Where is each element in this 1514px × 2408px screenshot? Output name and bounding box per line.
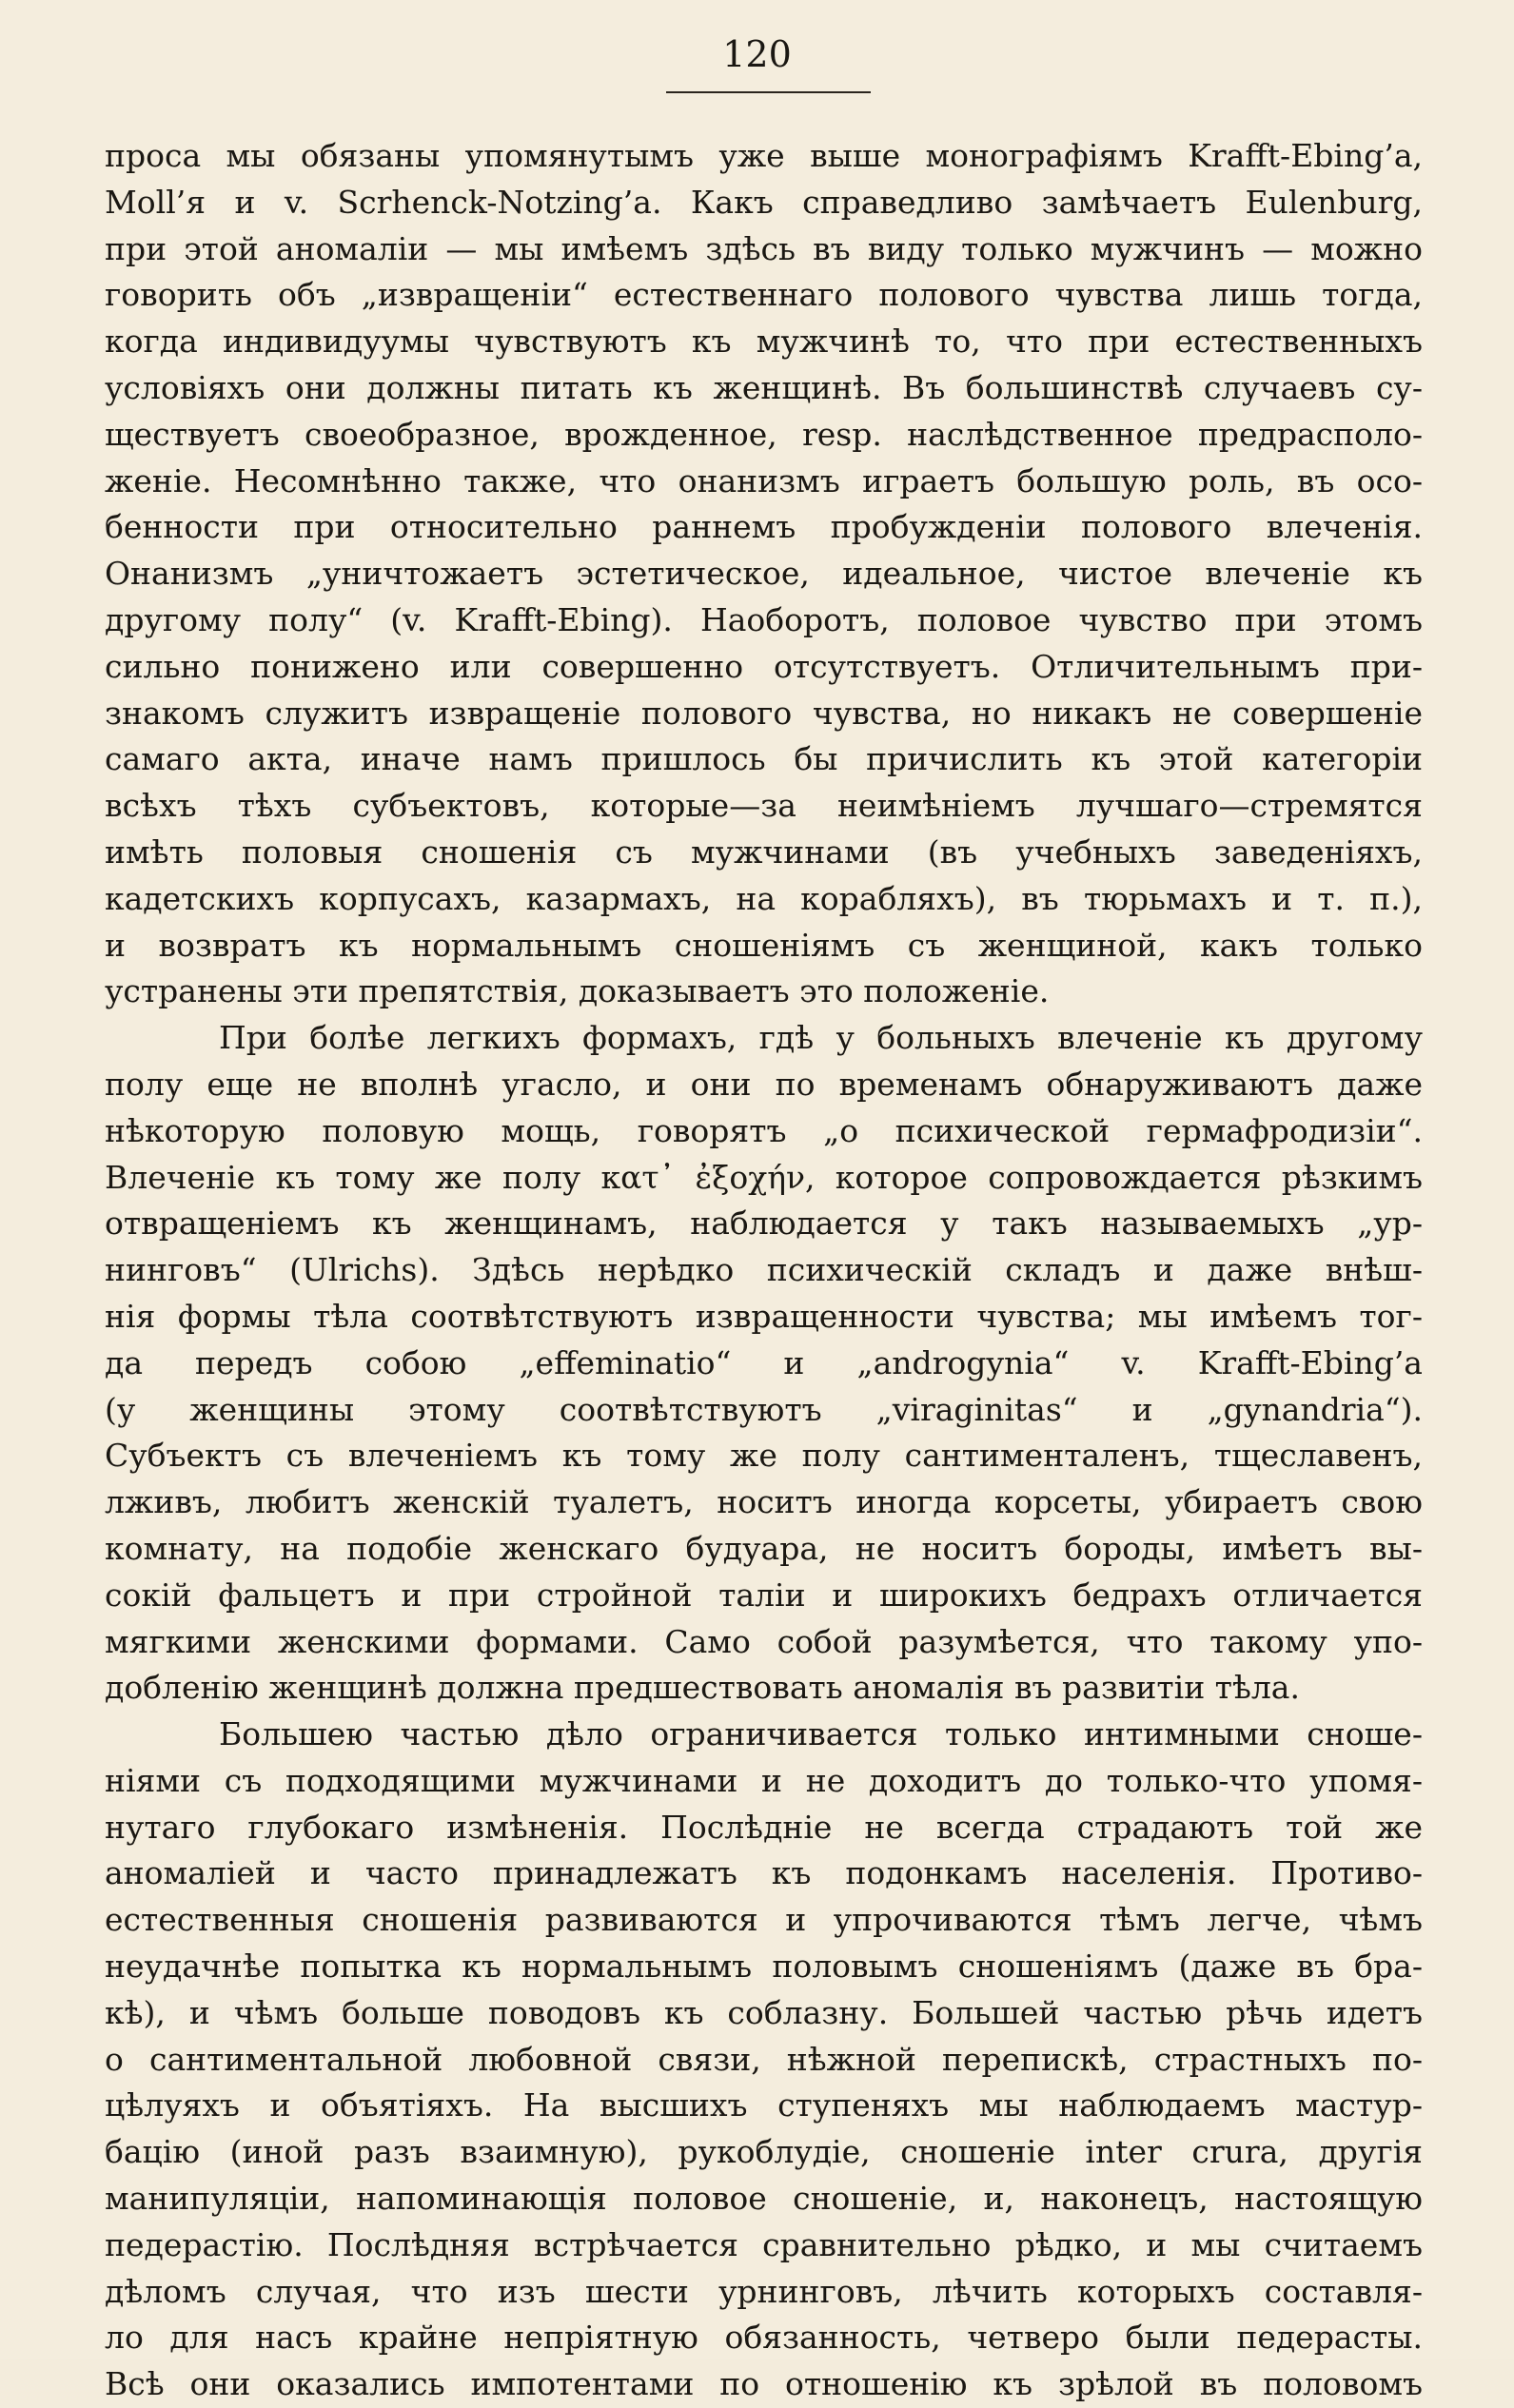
text-line: да передъ собою „effeminatio“ и „androgynia“ v. Krafft-Ebing’a	[105, 1343, 1423, 1381]
text-line: манипуляціи, напоминающія половое сношеніе, и, наконецъ, настоящую	[105, 2180, 1423, 2218]
text-line: другому полу“ (v. Krafft-Ebing). Наоборотъ, половое чувство при этомъ	[105, 600, 1423, 638]
page-number-rule	[666, 91, 871, 93]
text-line: и возвратъ къ нормальнымъ сношеніямъ съ женщиной, какъ только	[105, 926, 1423, 964]
text-line: Онанизмъ „уничтожаетъ эстетическое, идеальное, чистое влеченіе къ	[105, 555, 1423, 593]
text-line: устранены эти препятствія, доказываетъ это положеніе.	[105, 972, 1050, 1010]
text-line: ществуетъ своеобразное, врожденное, resp. наслѣдственное предрасполо-	[105, 415, 1423, 453]
text-line: знакомъ служитъ извращеніе полового чувства, но никакъ не совершеніе	[105, 694, 1423, 732]
text-line: проса мы обязаны упомянутымъ уже выше монографіямъ Krafft-Ebing’a,	[105, 137, 1423, 174]
text-line: нія формы тѣла соотвѣтствуютъ извращенности чувства; мы имѣемъ тог-	[105, 1297, 1423, 1335]
text-line: педерастію. Послѣдняя встрѣчается сравнительно рѣдко, и мы считаемъ	[105, 2225, 1423, 2263]
text-line: сильно понижено или совершенно отсутствуетъ. Отличительнымъ при-	[105, 647, 1423, 685]
text-line: цѣлуяхъ и объятіяхъ. На высшихъ ступеняхъ мы наблюдаемъ мастур-	[105, 2086, 1423, 2124]
page-number: 120	[722, 33, 792, 75]
text-line: (у женщины этому соотвѣтствуютъ „viraginitas“ и „gynandria“).	[105, 1390, 1423, 1428]
text-line: всѣхъ тѣхъ субъектовъ, которые—за неимѣніемъ лучшаго—стремятся	[105, 787, 1423, 825]
text-line: условіяхъ они должны питать къ женщинѣ. Въ большинствѣ случаевъ су-	[105, 368, 1423, 406]
text-line: нинговъ“ (Ulrichs). Здѣсь нерѣдко психическій складъ и даже внѣш-	[105, 1251, 1423, 1289]
text-line: Влеченіе къ тому же полу κατ᾽ ἐξοχήν, которое сопровождается рѣзкимъ	[105, 1158, 1423, 1196]
text-line: кадетскихъ корпусахъ, казармахъ, на корабляхъ), въ тюрьмахъ и т. п.),	[105, 879, 1423, 917]
text-line: сокій фальцетъ и при стройной таліи и широкихъ бедрахъ отличается	[105, 1576, 1423, 1614]
text-line: ніями съ подходящими мужчинами и не доходитъ до только-что упомя-	[105, 1761, 1423, 1799]
text-line: дѣломъ случая, что изъ шести урнинговъ, лѣчить которыхъ составля-	[105, 2272, 1423, 2310]
text-line: комнату, на подобіе женскаго будуара, не носитъ бороды, имѣетъ вы-	[105, 1529, 1423, 1567]
text-line: когда индивидуумы чувствуютъ къ мужчинѣ то, что при естественныхъ	[105, 323, 1423, 361]
text-line: естественныя сношенія развиваются и упрочиваются тѣмъ легче, чѣмъ	[105, 1901, 1423, 1939]
text-line: Большею частью дѣло ограничивается только интимными сноше-	[219, 1715, 1423, 1753]
text-line: Всѣ они оказались импотентами по отношенію къ зрѣлой въ половомъ	[105, 2365, 1423, 2403]
text-line: говорить объ „извращеніи“ естественнаго полового чувства лишь тогда,	[105, 276, 1423, 314]
text-line: лживъ, любитъ женскій туалетъ, носитъ иногда корсеты, убираетъ свою	[105, 1483, 1423, 1521]
text-line: бацію (иной разъ взаимную), рукоблудіе, сношеніе inter crura, другія	[105, 2133, 1423, 2171]
text-line: бенности при относительно раннемъ пробужденіи полового влеченія.	[105, 508, 1423, 546]
text-body	[105, 133, 1423, 2408]
text-line: ло для насъ крайне непріятную обязанность, четверо были педерасты.	[105, 2319, 1423, 2357]
text-line: При болѣе легкихъ формахъ, гдѣ у больныхъ влеченіе къ другому	[219, 1019, 1423, 1057]
text-line: неудачнѣе попытка къ нормальнымъ половымъ сношеніямъ (даже въ бра-	[105, 1948, 1423, 1986]
text-line: кѣ), и чѣмъ больше поводовъ къ соблазну. Большей частью рѣчь идетъ	[105, 1993, 1423, 2031]
text-line: женіе. Несомнѣнно также, что онанизмъ играетъ большую роль, въ осо-	[105, 461, 1423, 499]
text-line: о сантиментальной любовной связи, нѣжной перепискѣ, страстныхъ по-	[105, 2040, 1423, 2078]
text-line: нѣкоторую половую мощь, говорятъ „о психической гермафродизіи“.	[105, 1111, 1423, 1149]
text-line: имѣть половыя сношенія съ мужчинами (въ учебныхъ заведеніяхъ,	[105, 832, 1423, 871]
text-line: нутаго глубокаго измѣненія. Послѣдніе не всегда страдаютъ той же	[105, 1808, 1423, 1846]
text-line: добленію женщинѣ должна предшествовать аномалія въ развитіи тѣла.	[105, 1669, 1300, 1707]
text-line: полу еще не вполнѣ угасло, и они по временамъ обнаруживаютъ даже	[105, 1065, 1423, 1103]
text-line: отвращеніемъ къ женщинамъ, наблюдается у такъ называемыхъ „ур-	[105, 1204, 1423, 1243]
text-line: Moll’я и v. Scrhenck-Notzing’a. Какъ справедливо замѣчаетъ Eulenburg,	[105, 183, 1423, 221]
text-line: аномаліей и часто принадлежатъ къ подонкамъ населенія. Противо-	[105, 1854, 1423, 1892]
text-line: мягкими женскими формами. Само собой разумѣется, что такому упо-	[105, 1622, 1423, 1660]
text-line: при этой аномаліи — мы имѣемъ здѣсь въ виду только мужчинъ — можно	[105, 229, 1423, 267]
text-line: Субъектъ съ влеченіемъ къ тому же полу сантименталенъ, тщеславенъ,	[105, 1437, 1423, 1475]
text-line: самаго акта, иначе намъ пришлось бы причислить къ этой категоріи	[105, 740, 1423, 778]
